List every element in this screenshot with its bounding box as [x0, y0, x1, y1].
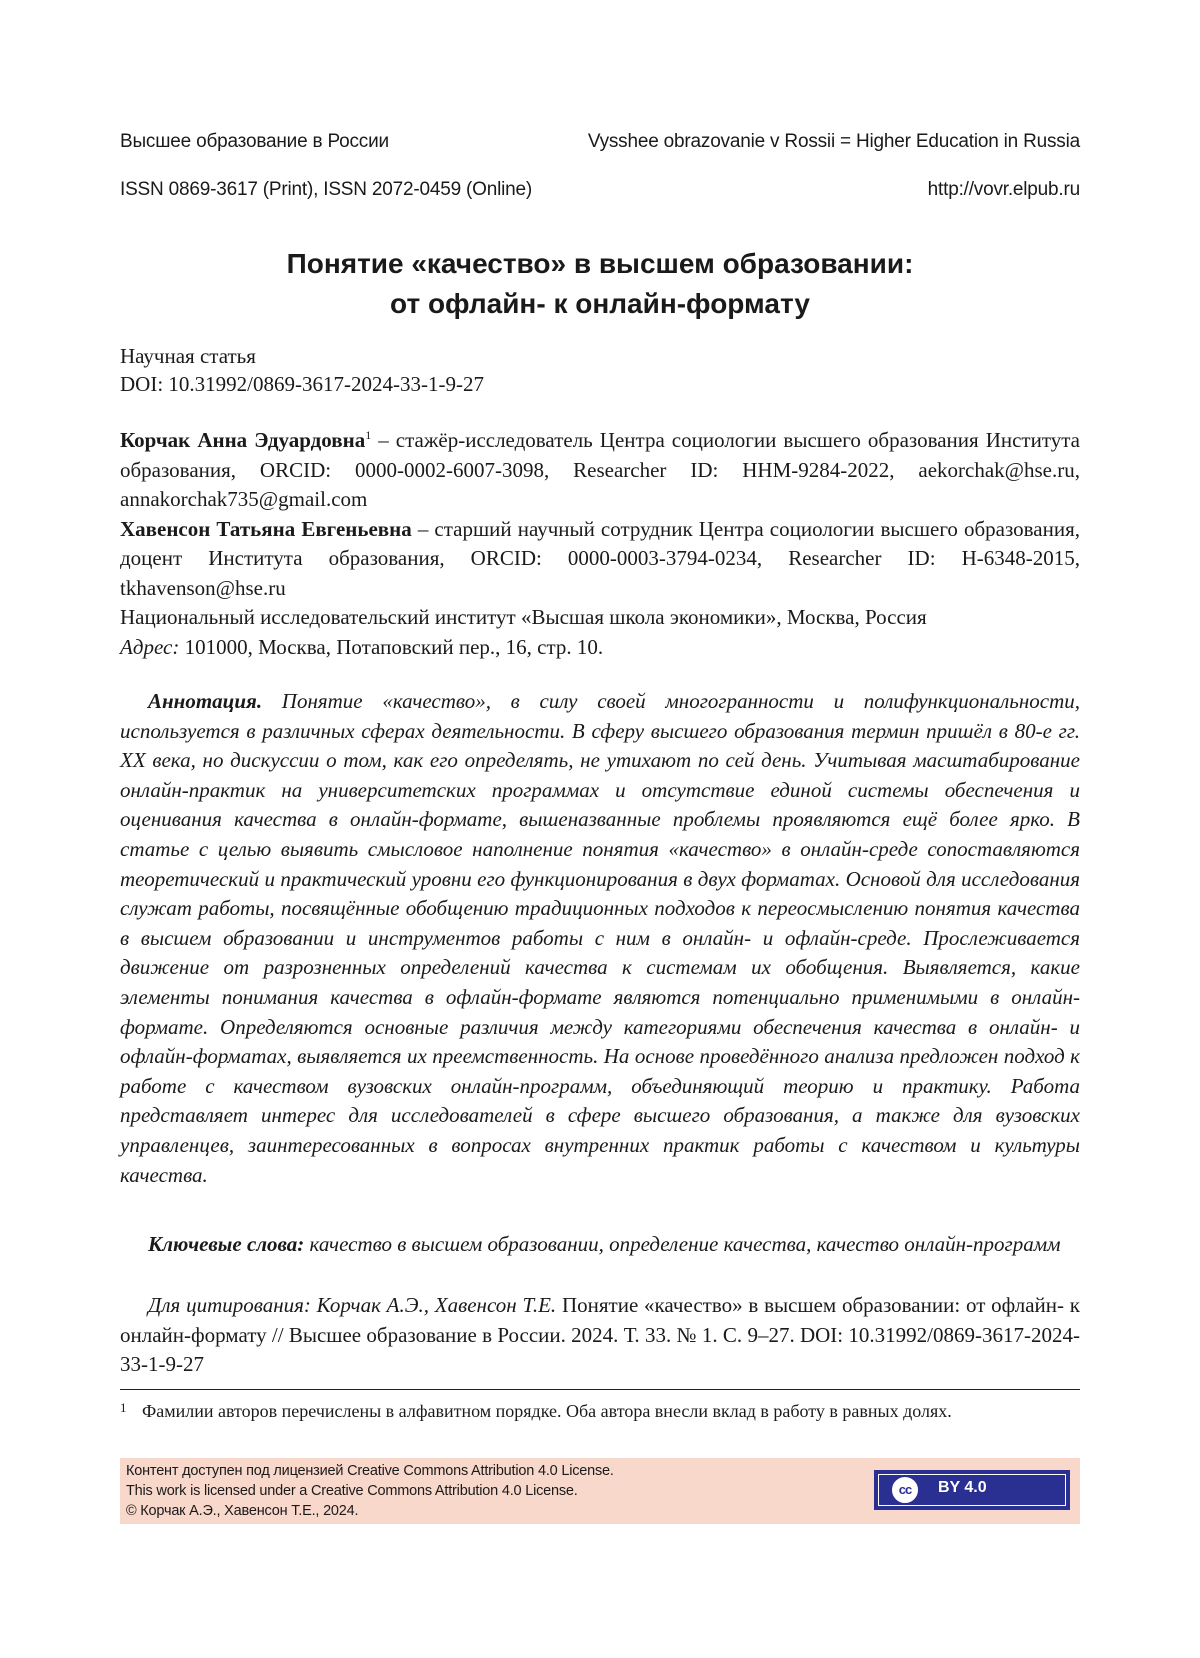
license-line-ru: Контент доступен под лицензией Creative Commons Attribution 4.0 License. [126, 1463, 614, 1479]
abstract [120, 687, 1080, 1190]
journal-url[interactable]: http://vovr.elpub.ru [927, 179, 1080, 200]
citation-text: Понятие «качество» в высшем образовании: от офлайн- к онлайн-формату // Высшее образование в России. 2024. Т. 33. № 1. С. 9–27. DOI: 10.31992/0869-3617-2024-33-1-9-27 [120, 1293, 1081, 1376]
author-2-description: – старший научный сотрудник Центра социологии высшего образования, доцент Института образования, ORCID: 0000-0003-3794-0234, Researcher ID: H-6348-2015, tkhavenson@hse.ru [120, 516, 1081, 600]
address [120, 633, 1080, 663]
footnote [120, 1399, 1080, 1424]
cc-badge-label: BY 4.0 [938, 1479, 987, 1496]
keywords [120, 1230, 1080, 1260]
footnote-mark: 1 [120, 1400, 127, 1415]
authors-block [120, 426, 1080, 662]
author-2-name: Хавенсон Татьяна Евгеньевна [120, 516, 412, 541]
address-label: Адрес: [120, 634, 180, 659]
license-box [120, 1458, 1080, 1524]
abstract-text: Понятие «качество», в силу своей многогранности и полифункциональности, используется в различных сферах деятельности. В сферу высшего образования термин пришёл в 80-е гг. XX века, но дискуссии о том, как его определять, не утихают по сей день. Учитывая масштабирование онлайн-практик на университетских программах и отсутствие единой системы обеспечения и оценивания качества в онлайн-формате, вышеназванные проблемы проявляются ещё более ярко. В статье с целью выявить смысловое наполнение понятия «качество» в онлайн-среде сопоставляются теоретический и практический уровни его функционирования в двух форматах. Основой для исследования служат работы, посвящённые обобщению традиционных подходов к переосмыслению понятия качества в высшем образовании и инструментов работы с ним в онлайн- и офлайн-среде. Прослеживается движение от разрозненных определений качества к системам их обобщения. Выявляется, какие элементы понимания качества в офлайн-формате являются потенциально применимыми в онлайн-формате. Определяются основные различия между категориями обеспечения качества в онлайн- и офлайн-форматах, выявляется их преемственность. На основе проведённого анализа предложен подход к работе с качеством вузовских онлайн-программ, объединяющий теорию и практику. Работа представляет интерес для исследователей в сфере высшего образования, а также для вузовских управленцев, заинтересованных в вопросах внутренних практик работы с качеством и культуры качества. [120, 689, 1080, 1187]
issn: ISSN 0869-3617 (Print), ISSN 2072-0459 (Online) [120, 179, 532, 200]
article-meta [120, 342, 1080, 398]
copyright: © Корчак А.Э., Хавенсон Т.Е., 2024. [126, 1503, 359, 1519]
footnote-text: Фамилии авторов перечислены в алфавитном порядке. Оба автора внесли вклад в работу в равных долях. [142, 1401, 952, 1421]
address-value: 101000, Москва, Потаповский пер., 16, стр. 10. [179, 634, 604, 659]
citation-label: Для цитирования: [148, 1293, 311, 1317]
doi[interactable]: DOI: 10.31992/0869-3617-2024-33-1-9-27 [120, 372, 484, 396]
citation-authors: Корчак А.Э., Хавенсон Т.Е. [310, 1293, 557, 1317]
article-type: Научная статья [120, 344, 256, 368]
cc-by-badge[interactable] [874, 1470, 1070, 1510]
title-line-2: от офлайн- к онлайн-формату [390, 288, 810, 319]
author-1-name: Корчак Анна Эдуардовна [120, 428, 366, 452]
abstract-label: Аннотация. [148, 689, 263, 713]
cc-icon: cc [890, 1475, 920, 1505]
license-line-en: This work is licensed under a Creative Commons Attribution 4.0 License. [126, 1483, 578, 1499]
keywords-text: качество в высшем образовании, определение качества, качество онлайн-программ [304, 1232, 1061, 1256]
keywords-label: Ключевые слова: [148, 1232, 305, 1256]
article-title [120, 244, 1080, 324]
journal-title-ru: Высшее образование в России [120, 131, 389, 152]
issn-header [120, 179, 1080, 201]
author-1-footnote-mark: 1 [365, 428, 372, 442]
footnote-divider [120, 1389, 1080, 1390]
journal-title-en: Vysshee obrazovanie v Rossii = Higher Education in Russia [587, 131, 1080, 152]
affiliation: Национальный исследовательский институт «Высшая школа экономики», Москва, Россия [120, 605, 927, 629]
title-line-1: Понятие «качество» в высшем образовании: [286, 248, 914, 279]
author-2 [120, 515, 1080, 604]
journal-header [120, 131, 1080, 153]
author-1-description: – стажёр-исследователь Центра социологии высшего образования Института образования, ORCID: 0000-0002-6007-3098, Researcher ID: HHM-9284-2022, aekorchak@hse.ru, annakorchak735@gmail.com [120, 428, 1080, 511]
citation [120, 1291, 1080, 1380]
author-1 [120, 426, 1080, 515]
